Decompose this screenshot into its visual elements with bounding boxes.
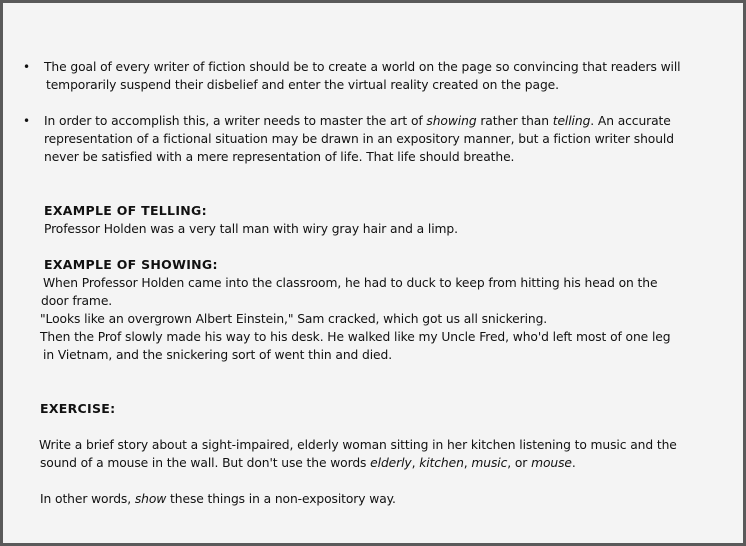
- bullet-1-line-2: temporarily suspend their disbelief and enter the virtual reality created on the page.: [46, 78, 559, 92]
- showing-line-3: "Looks like an overgrown Albert Einstein," Sam cracked, which got us all snickering.: [40, 312, 548, 326]
- showing-line-5: in Vietnam, and the snickering sort of went thin and died.: [43, 348, 393, 362]
- bullet-2-line-1: [44, 112, 671, 130]
- word-elderly: elderly: [370, 456, 412, 470]
- showing-heading: EXAMPLE OF SHOWING:: [44, 257, 218, 272]
- exercise-heading: EXERCISE:: [40, 401, 116, 416]
- telling-heading: EXAMPLE OF TELLING:: [44, 203, 207, 218]
- bullet-1-line-1: The goal of every writer of fiction should be to create a world on the page so convincing that readers will: [44, 60, 681, 74]
- separator: , or: [507, 456, 532, 470]
- word-kitchen: kitchen: [419, 456, 464, 470]
- exercise-line-1: Write a brief story about a sight-impaired, elderly woman sitting in her kitchen listening to music and the: [39, 438, 677, 452]
- exercise-line-3-text-b: these things in a non-expository way.: [166, 492, 396, 506]
- separator: ,: [463, 456, 472, 470]
- bullet-2-line-2: representation of a fictional situation may be drawn in an expository manner, but a fiction writer should: [44, 132, 674, 146]
- bullet-2-text-b: rather than: [476, 114, 553, 128]
- showing-word: showing: [426, 114, 477, 128]
- separator: ,: [411, 456, 420, 470]
- bullet-2-marker: •: [23, 114, 31, 128]
- bullet-2-text-c: . An accurate: [590, 114, 671, 128]
- period: .: [571, 456, 576, 470]
- word-mouse: mouse: [531, 456, 572, 470]
- showing-line-1: When Professor Holden came into the classroom, he had to duck to keep from hitting his head on the: [43, 276, 658, 290]
- exercise-line-3-text-a: In other words,: [40, 492, 135, 506]
- word-music: music: [471, 456, 508, 470]
- word-show: show: [134, 492, 167, 506]
- exercise-line-2: [40, 454, 576, 472]
- bullet-1-marker: •: [23, 60, 31, 74]
- telling-text: Professor Holden was a very tall man with wiry gray hair and a limp.: [44, 222, 458, 236]
- bullet-2-text-a: In order to accomplish this, a writer needs to master the art of: [44, 114, 427, 128]
- exercise-line-2-text: sound of a mouse in the wall. But don't use the words: [40, 456, 371, 470]
- bullet-2-line-3: never be satisfied with a mere representation of life. That life should breathe.: [44, 150, 515, 164]
- showing-line-4: Then the Prof slowly made his way to his desk. He walked like my Uncle Fred, who'd left most of one leg: [40, 330, 671, 344]
- showing-line-2: door frame.: [41, 294, 113, 308]
- telling-word: telling: [552, 114, 591, 128]
- exercise-line-3: [40, 490, 396, 508]
